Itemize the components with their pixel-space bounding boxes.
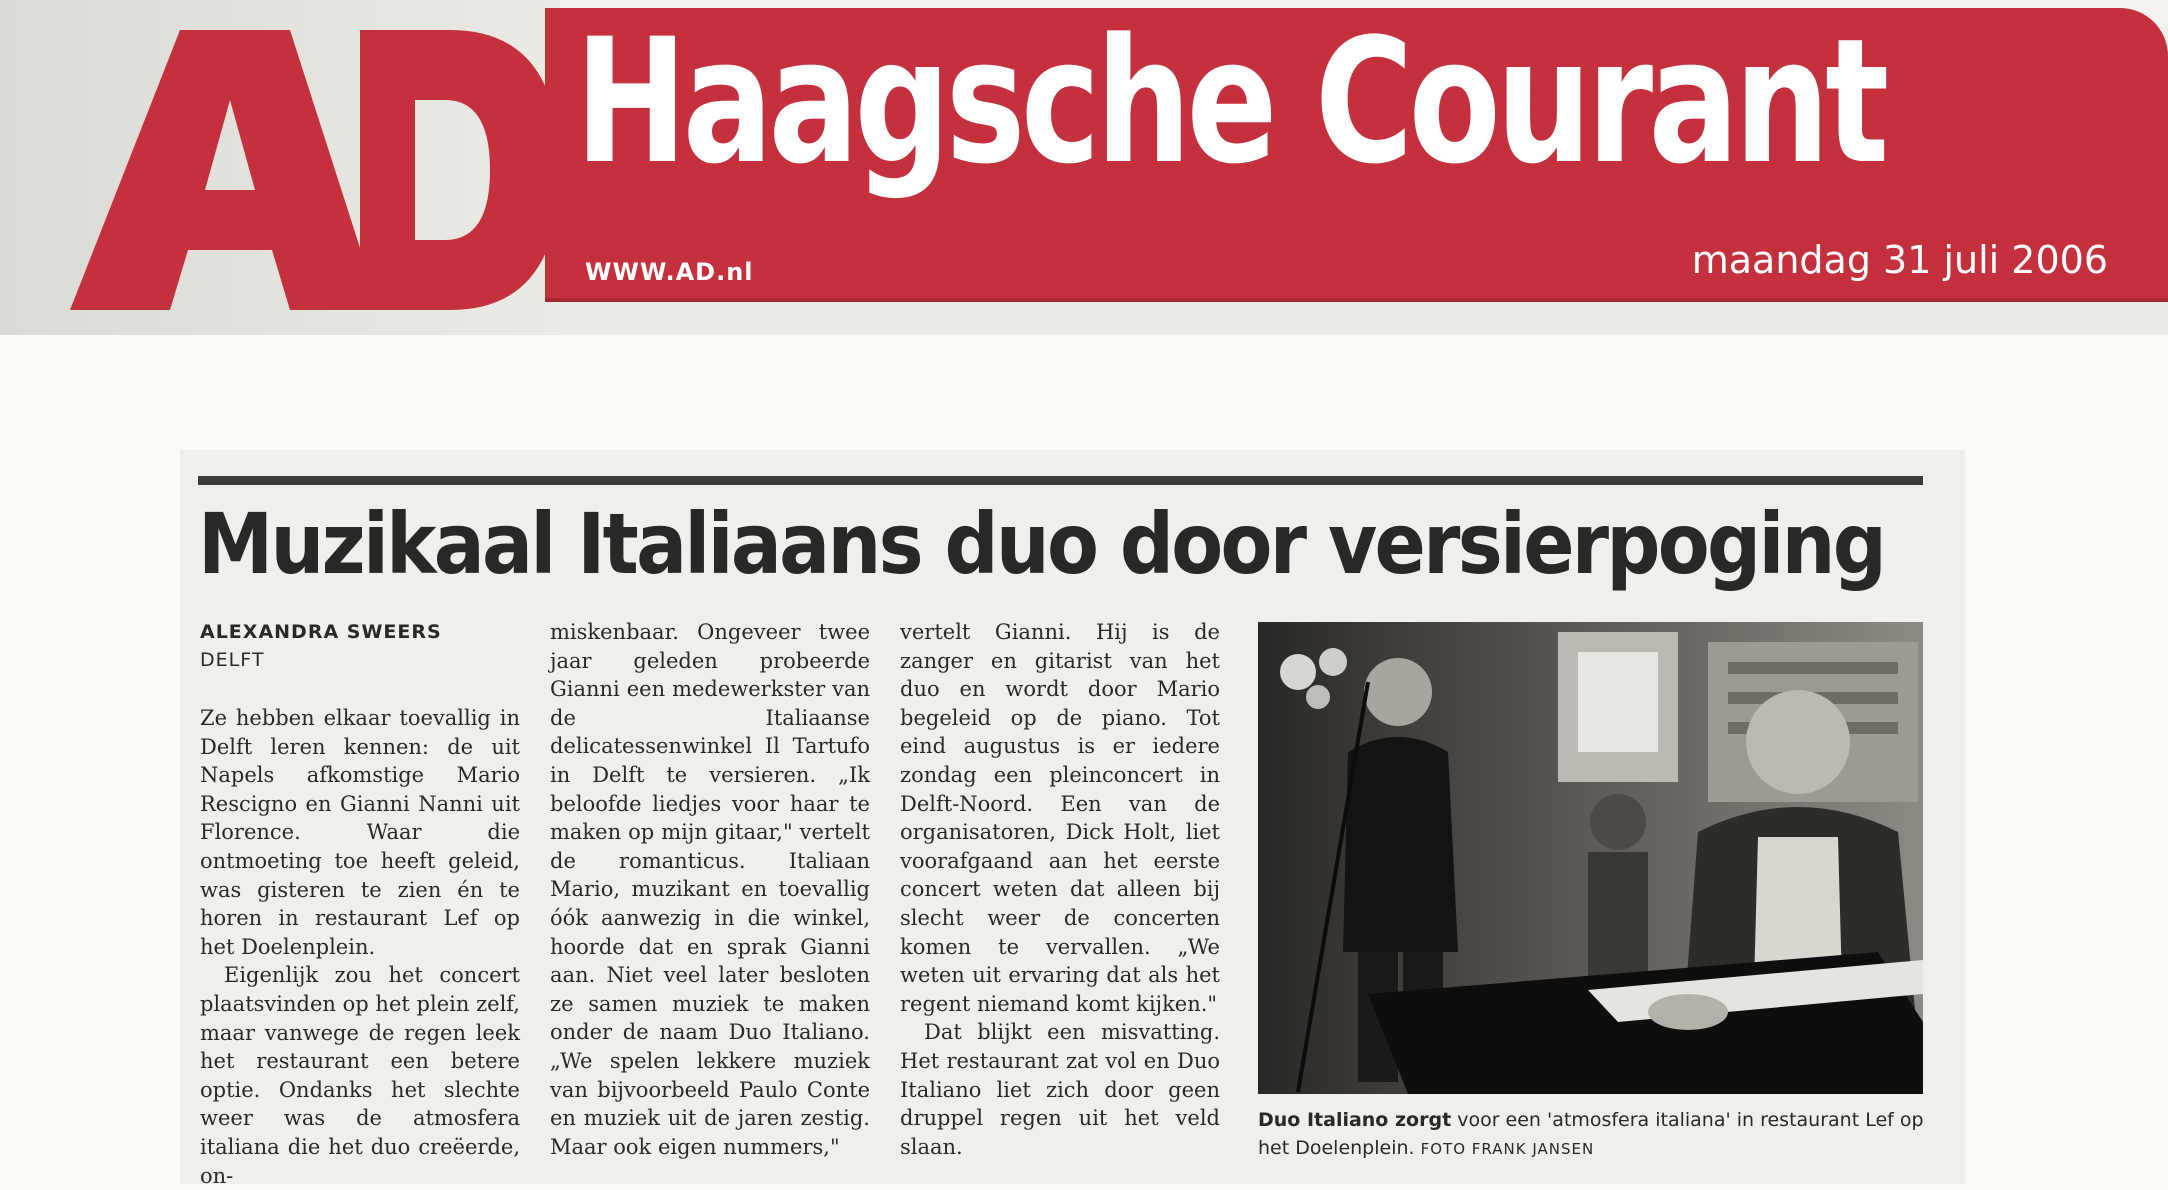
article-top-rule: [198, 476, 1923, 485]
article-column-2: [550, 618, 870, 1161]
photo-flowers: [1280, 654, 1316, 690]
article-column-1: [200, 618, 520, 1190]
photo-clock: [1590, 794, 1646, 850]
article-photo: [1258, 622, 1923, 1094]
article-paragraph: Ze hebben elkaar toevallig in Delft leren kennen: de uit Napels afkomstige Mario Rescigno en Gianni Nanni uit Florence. Waar die ontmoeting toe heeft geleid, was gisteren te zien én te horen in restaurant Lef op het Doelenplein.: [200, 706, 520, 959]
logo-letter-d: [330, 30, 560, 310]
article-paragraph: Dat blijkt een misvatting. Het restaurant zat vol en Duo Italiano liet zich door geen druppel regen uit het veld slaan.: [900, 1020, 1220, 1159]
article-byline: ALEXANDRA SWEERS: [200, 621, 442, 643]
article-column-3: [900, 618, 1220, 1161]
photo-pianist: [1746, 690, 1850, 794]
masthead-title: Haagsche Courant: [575, 1, 1885, 202]
article-paragraph: miskenbaar. Ongeveer twee jaar geleden probeerde Gianni een medewerkster van de Italiaanse delicatessenwinkel Il Tartufo in Delft te versieren. „Ik beloofde liedjes voor haar te maken op mijn gitaar," vertelt de romanticus. Italiaan Mario, muzikant en toevallig óók aanwezig in die winkel, hoorde dat en sprak Gianni aan. Niet veel later besloten ze samen muziek te maken onder de naam Duo Italiano. „We spelen lekkere muziek van bijvoorbeeld Paulo Conte en muziek uit de jaren zestig. Maar ook eigen nummers,": [550, 620, 870, 1159]
article-headline: Muzikaal Italiaans duo door versierpoging: [198, 495, 1885, 593]
ad-logo: [60, 20, 560, 320]
photo-caption: [1258, 1106, 1928, 1163]
logo-letter-a: [70, 30, 380, 310]
masthead-url: WWW.AD.nl: [585, 258, 754, 286]
photo-scene: [1258, 622, 1923, 1094]
caption-text: voor een 'atmosfera italiana' in restaurant Lef op het Doelenplein.: [1258, 1109, 1924, 1159]
issue-date: maandag 31 juli 2006: [1691, 238, 2108, 282]
caption-lead: Duo Italiano zorgt: [1258, 1109, 1452, 1131]
photo-credit: FOTO FRANK JANSEN: [1420, 1140, 1595, 1158]
photo-singer: [1364, 658, 1432, 726]
masthead: [0, 0, 2168, 335]
article-dateline: DELFT: [200, 649, 265, 671]
article-paragraph: vertelt Gianni. Hij is de zanger en gitarist van het duo en wordt door Mario begeleid op de piano. Tot eind augustus is er iedere zondag een pleinconcert in Delft-Noord. Een van de organisatoren, Dick Holt, liet voorafgaand aan het eerste concert weten dat alleen bij slecht weer de concerten komen te vervallen. „We weten uit ervaring dat als het regent niemand komt kijken.": [900, 620, 1220, 1016]
article-paragraph: Eigenlijk zou het concert plaatsvinden op het plein zelf, maar vanwege de regen leek het restaurant een betere optie. Ondanks het slechte weer was de atmosfera italiana die het duo creëerde, on-: [200, 963, 520, 1188]
